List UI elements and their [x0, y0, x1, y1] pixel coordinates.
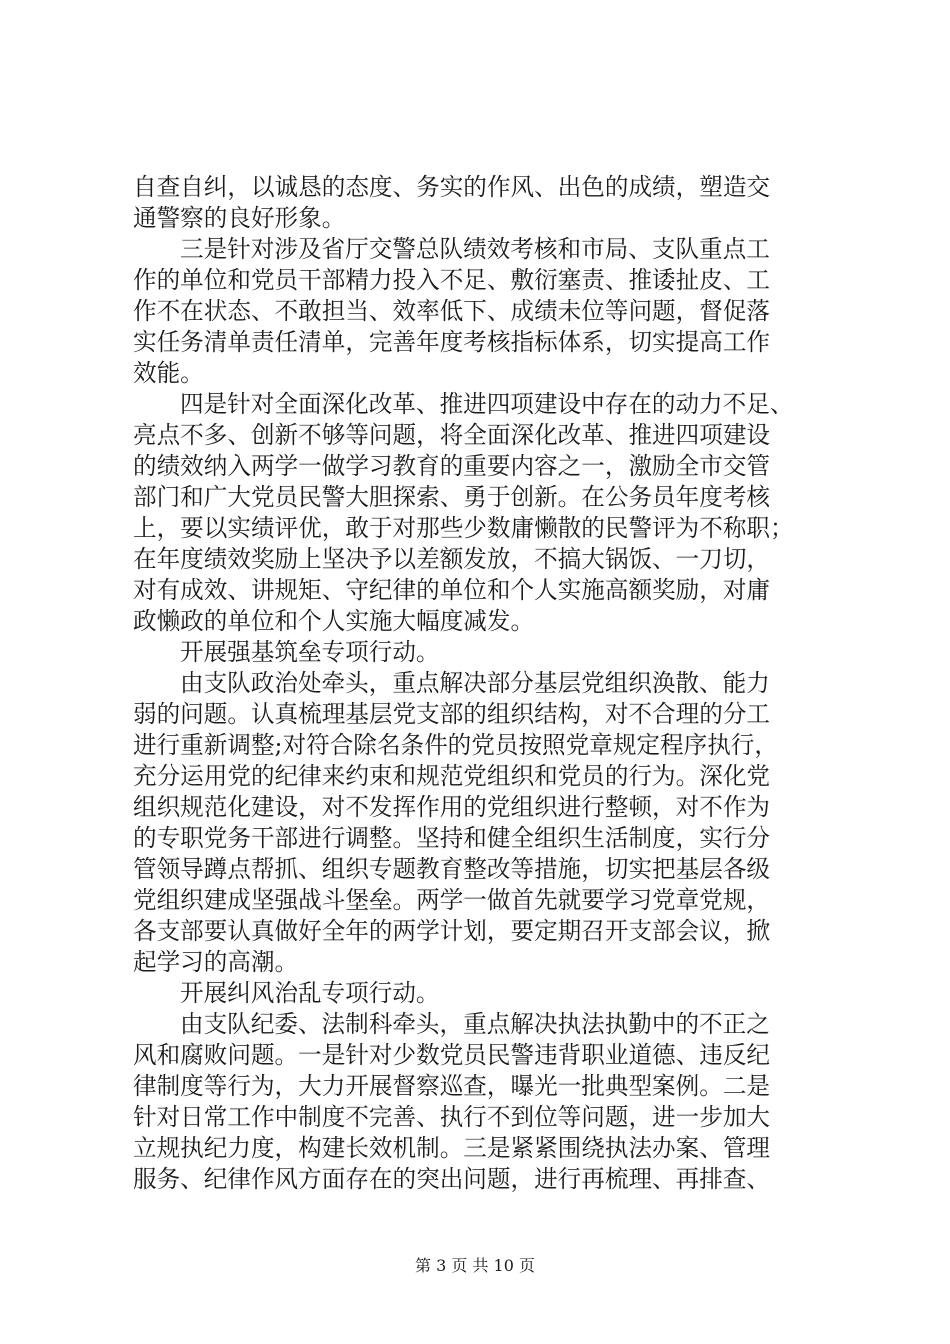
text-line: 自查自纠，以诚恳的态度、务实的作风、出色的成绩，塑造交: [133, 173, 771, 201]
text-line: 亮点不多、创新不够等问题，将全面深化改革、推进四项建设: [133, 421, 771, 449]
text-line: 风和腐败问题。一是针对少数党员民警违背职业道德、违反纪: [133, 1041, 771, 1069]
text-line: 作的单位和党员干部精力投入不足、敷衍塞责、推诿扯皮、工: [133, 266, 771, 294]
text-line: 对有成效、讲规矩、守纪律的单位和个人实施高额奖励，对庸: [133, 576, 771, 604]
text-line: 各支部要认真做好全年的两学计划，要定期召开支部会议，掀: [133, 917, 771, 945]
text-line: 的专职党务干部进行调整。坚持和健全组织生活制度，实行分: [133, 824, 771, 852]
text-line: 开展强基筑垒专项行动。: [180, 638, 440, 666]
text-line: 由支队纪委、法制科牵头，重点解决执法执勤中的不正之: [180, 1010, 770, 1038]
text-line: 起学习的高潮。: [133, 948, 299, 976]
page-footer: 第 3 页 共 10 页: [415, 1256, 535, 1275]
text-line: 在年度绩效奖励上坚决予以差额发放，不搞大锅饭、一刀切，: [133, 545, 771, 573]
text-line: 政懒政的单位和个人实施大幅度减发。: [133, 607, 535, 635]
text-line: 作不在状态、不敢担当、效率低下、成绩未位等问题，督促落: [133, 297, 771, 325]
text-line: 实任务清单责任清单，完善年度考核指标体系，切实提高工作: [133, 328, 771, 356]
text-line: 管领导蹲点帮抓、组织专题教育整改等措施，切实把基层各级: [133, 855, 771, 883]
text-line: 针对日常工作中制度不完善、执行不到位等问题，进一步加大: [133, 1103, 771, 1131]
text-line: 服务、纪律作风方面存在的突出问题，进行再梳理、再排查、: [133, 1165, 771, 1193]
text-line: 效能。: [133, 359, 204, 387]
text-line: 立规执纪力度，构建长效机制。三是紧紧围绕执法办案、管理: [133, 1134, 771, 1162]
text-line: 弱的问题。认真梳理基层党支部的组织结构，对不合理的分工: [133, 700, 771, 728]
text-line: 律制度等行为，大力开展督察巡查，曝光一批典型案例。二是: [133, 1072, 771, 1100]
text-line: 进行重新调整;对符合除名条件的党员按照党章规定程序执行，: [133, 731, 778, 759]
text-line: 部门和广大党员民警大胆探索、勇于创新。在公务员年度考核: [133, 483, 771, 511]
body-text: [133, 172, 823, 1195]
text-line: 三是针对涉及省厅交警总队绩效考核和市局、支队重点工: [180, 235, 770, 263]
text-line: 四是针对全面深化改革、推进四项建设中存在的动力不足、: [180, 390, 794, 418]
text-line: 开展纠风治乱专项行动。: [180, 979, 440, 1007]
text-line: 通警察的良好形象。: [133, 204, 346, 232]
text-line: 由支队政治处牵头，重点解决部分基层党组织涣散、能力: [180, 669, 770, 697]
text-line: 组织规范化建设，对不发挥作用的党组织进行整顿，对不作为: [133, 793, 771, 821]
text-line: 党组织建成坚强战斗堡垒。两学一做首先就要学习党章党规，: [133, 886, 771, 914]
text-line: 的绩效纳入两学一做学习教育的重要内容之一，激励全市交管: [133, 452, 771, 480]
text-line: 上，要以实绩评优，敢于对那些少数庸懒散的民警评为不称职；: [133, 514, 794, 542]
text-line: 充分运用党的纪律来约束和规范党组织和党员的行为。深化党: [133, 762, 771, 790]
